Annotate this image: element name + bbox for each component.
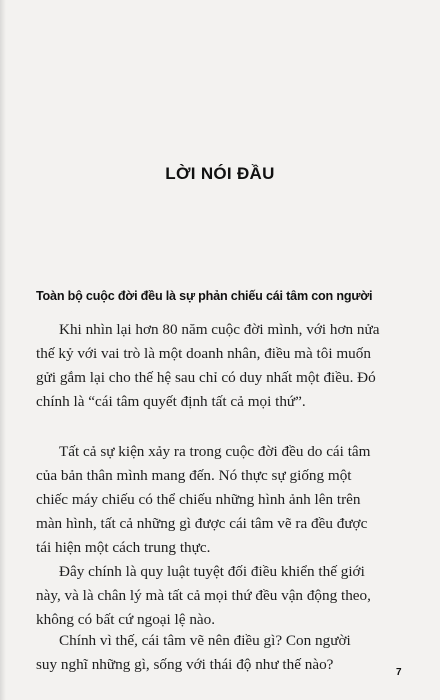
paragraph-line: không có bất cứ ngoại lệ nào.	[36, 611, 216, 628]
paragraph-line: màn hình, tất cả những gì được cái tâm vẽ ra đều được	[36, 515, 368, 532]
paragraph-1	[36, 318, 408, 414]
paragraph-3	[36, 560, 408, 632]
paragraph-line: chính là “cái tâm quyết định tất cả mọi thứ”.	[36, 393, 306, 410]
chapter-title: LỜI NÓI ĐẦU	[165, 164, 275, 183]
paragraph-line: của bản thân mình mang đến. Nó thực sự giống một	[36, 467, 352, 484]
paragraph-line: tái hiện một cách trung thực.	[36, 539, 211, 556]
paragraph-line: này, và là chân lý mà tất cả mọi thứ đều vận động theo,	[36, 587, 371, 604]
paragraph-line: thế kỷ với vai trò là một doanh nhân, điều mà tôi muốn	[36, 345, 371, 362]
paragraph-4	[36, 629, 408, 677]
paragraph-line: gửi gắm lại cho thế hệ sau chỉ có duy nhất một điều. Đó	[36, 369, 376, 386]
paragraph-line: Chính vì thế, cái tâm vẽ nên điều gì? Con người	[59, 632, 351, 649]
paragraph-line: Đây chính là quy luật tuyệt đối điều khiển thế giới	[59, 563, 365, 580]
paragraph-line: Tất cả sự kiện xảy ra trong cuộc đời đều do cái tâm	[59, 443, 371, 460]
section-heading: Toàn bộ cuộc đời đều là sự phản chiếu cái tâm con người	[36, 289, 373, 303]
paragraph-line: suy nghĩ những gì, sống với thái độ như thế nào?	[36, 656, 334, 673]
paragraph-2	[36, 440, 408, 560]
paragraph-line: chiếc máy chiếu có thể chiếu những hình ảnh lên trên	[36, 491, 361, 508]
paragraph-line: Khi nhìn lại hơn 80 năm cuộc đời mình, với hơn nửa	[59, 321, 380, 338]
page-number: 7	[396, 667, 402, 678]
page-edge-shadow	[0, 0, 6, 700]
